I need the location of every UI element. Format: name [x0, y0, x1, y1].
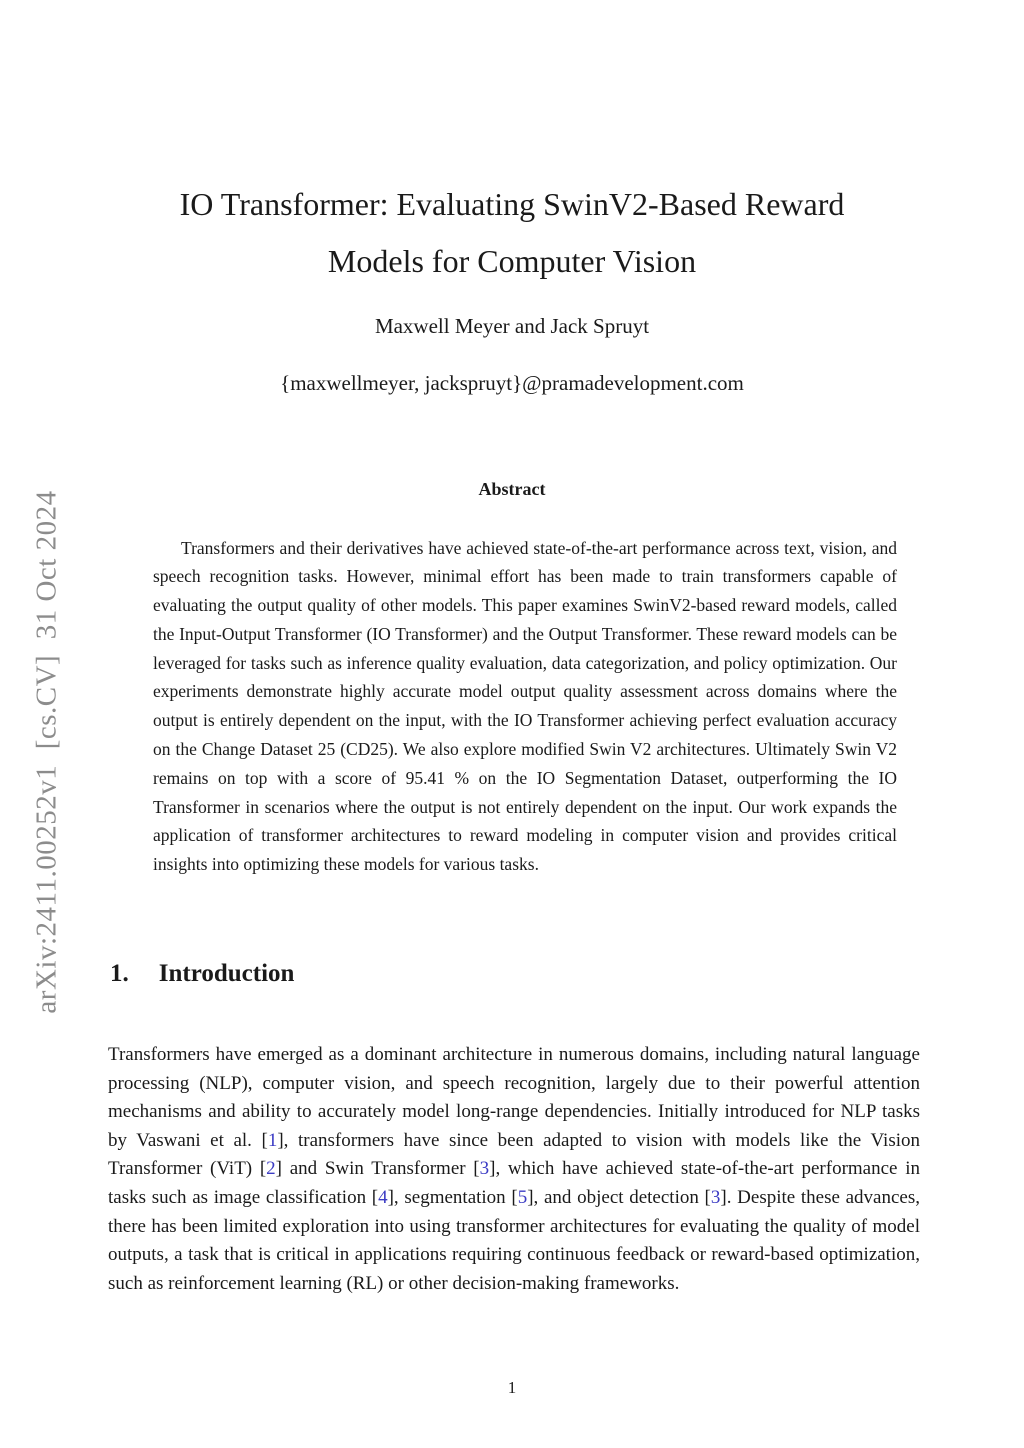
arxiv-stamp[interactable]: arXiv:2411.00252v1 [cs.CV] 31 Oct 2024 [30, 490, 63, 1014]
text-run: ], segmentation [ [387, 1186, 518, 1208]
text-run: ], transformers have since been adapted to vision with models like the Vision Transformer (ViT) [ [108, 1129, 920, 1180]
paper-title [100, 176, 924, 290]
text-run: ], and object detection [ [527, 1186, 711, 1208]
citation-ref[interactable]: 3 [479, 1158, 490, 1180]
citation-ref[interactable]: 5 [517, 1186, 528, 1208]
authors-line: Maxwell Meyer and Jack Spruyt [374, 314, 650, 338]
intro-paragraph [108, 1041, 920, 1298]
abstract-heading: Abstract [478, 479, 546, 499]
citation-ref[interactable]: 4 [378, 1186, 388, 1208]
abstract-body: Transformers and their derivatives have achieved state-of-the-art performance across text, vision, and speech recognition tasks. However, minimal effort has been made to train transformers capable of evaluating the output quality of other models. This paper examines SwinV2-based reward models, called the Input-Output Transformer (IO Transformer) and the Output Transformer. These reward models can be leveraged for tasks such as inference quality evaluation, data categorization, and policy optimization. Our experiments demonstrate highly accurate model output quality assessment across domains where the output is entirely dependent on the input, with the IO Transformer achieving perfect evaluation accuracy on the Change Dataset 25 (CD25). We also explore modified Swin V2 architectures. Ultimately Swin V2 remains on top with a score of 95.41 % on the IO Segmentation Dataset, outperforming the IO Transformer in scenarios where the output is not entirely dependent on the input. Our work expands the application of transformer architectures to reward modeling in computer vision and provides critical insights into optimizing these models for various tasks. [153, 537, 897, 875]
paper-title-line-2: Models for Computer Vision [327, 243, 697, 279]
citation-ref[interactable]: 3 [710, 1186, 721, 1208]
citation-ref[interactable]: 2 [266, 1158, 276, 1180]
section-1-heading [110, 960, 294, 988]
citation-ref[interactable]: 1 [267, 1129, 278, 1151]
email-line: {maxwellmeyer, jackspruyt}@pramadevelopment.com [280, 371, 744, 395]
text-run: ] and Swin Transformer [ [275, 1158, 480, 1180]
text-run: Transformers have emerged as a dominant architecture in numerous domains, including natural language processing (NLP), computer vision, and speech recognition, largely due to their powerful attention mechanisms and ability to accurately model long-range dependencies. Initially introduced for NLP tasks by Vaswani et al. [ [108, 1044, 920, 1151]
paper-title-line-1: IO Transformer: Evaluating SwinV2-Based Reward [179, 186, 845, 222]
section-title: Introduction [158, 960, 295, 987]
text-run: ], which have achieved state-of-the-art performance in tasks such as image classification [ [108, 1158, 920, 1208]
section-number: 1. [110, 960, 129, 987]
text-run: ]. Despite these advances, there has been limited exploration into using transformer architectures for evaluating the quality of model outputs, a task that is critical in applications requiring continuous feedback or reward-based optimization, such as reinforcement learning (RL) or other decision-making frameworks. [108, 1186, 920, 1294]
page-number: 1 [507, 1378, 517, 1397]
